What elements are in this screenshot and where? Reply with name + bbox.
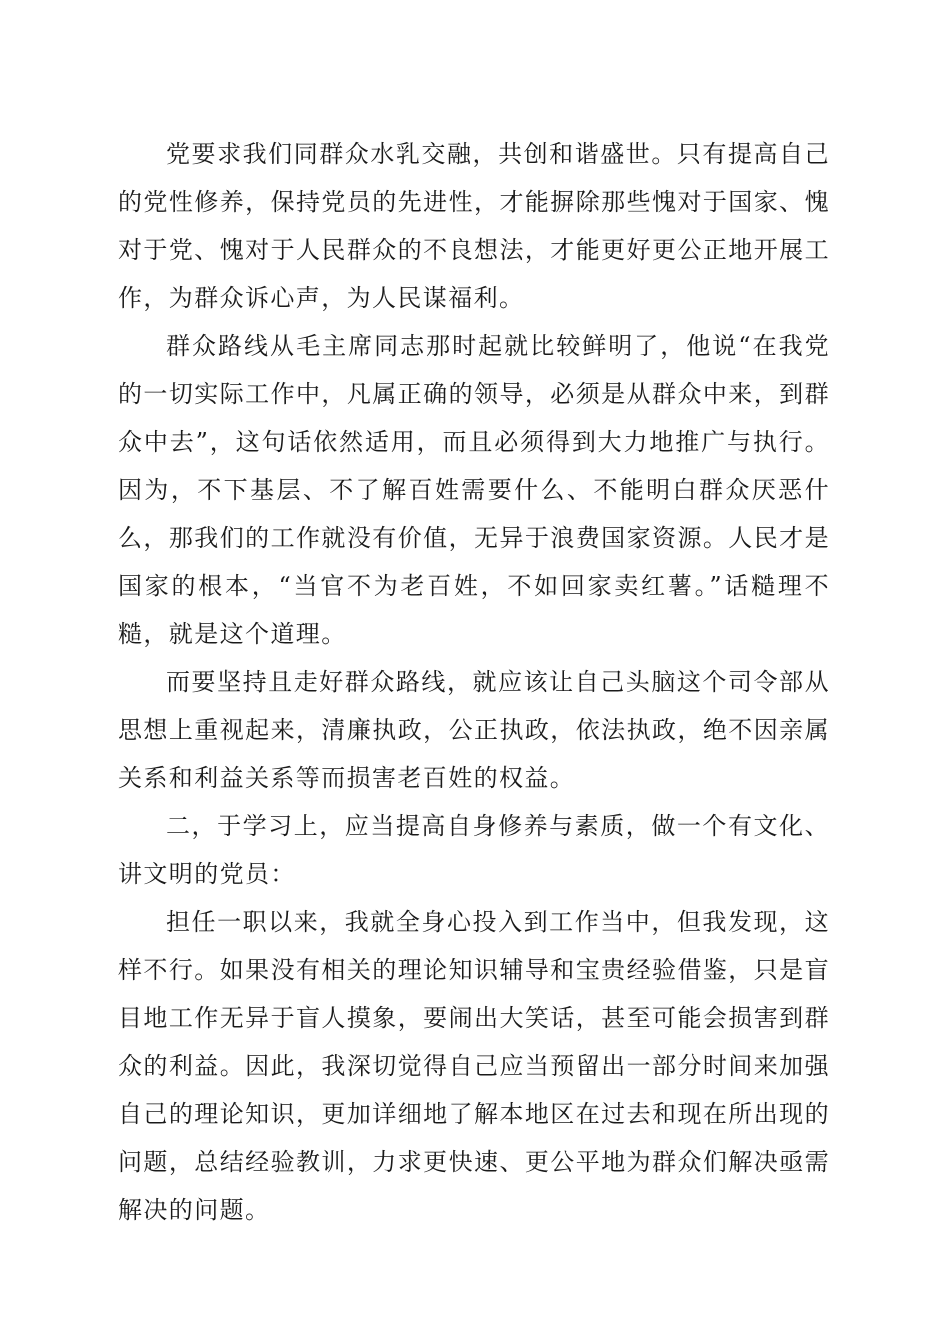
paragraph-mass-integration: 党要求我们同群众水乳交融，共创和谐盛世。只有提高自己的党性修养，保持党员的先进性，才能摒除那些愧对于国家、愧对于党、愧对于人民群众的不良想法，才能更好更公正地开展工作，为群众诉心声，为人民谋福利。 [118,140,830,312]
paragraph-study-theory: 担任一职以来，我就全身心投入到工作当中，但我发现，这样不行。如果没有相关的理论知识辅导和宝贵经验借鉴，只是盲目地工作无异于盲人摸象，要闹出大笑话，甚至可能会损害到群众的利益。因此，我深切觉得自己应当预留出一部分时间来加强自己的理论知识，更加详细地了解本地区在过去和现在所出现的问题，总结经验教训，力求更快速、更公平地为群众们解决亟需解决的问题。 [118,908,830,1224]
paragraph-adhere-mass-line: 而要坚持且走好群众路线，就应该让自己头脑这个司令部从思想上重视起来，清廉执政，公正执政，依法执政，绝不因亲属关系和利益关系等而损害老百姓的权益。 [118,668,830,792]
section-heading-study: 二，于学习上，应当提高自身修养与素质，做一个有文化、讲文明的党员： [118,812,830,888]
paragraph-mass-line: 群众路线从毛主席同志那时起就比较鲜明了，他说“在我党的一切实际工作中，凡属正确的领导，必须是从群众中来，到群众中去”，这句话依然适用，而且必须得到大力地推广与执行。因为，不下基层、不了解百姓需要什么、不能明白群众厌恶什么，那我们的工作就没有价值，无异于浪费国家资源。人民才是国家的根本，“当官不为老百姓，不如回家卖红薯。”话糙理不糙，就是这个道理。 [118,332,830,648]
document-body [118,130,830,1234]
